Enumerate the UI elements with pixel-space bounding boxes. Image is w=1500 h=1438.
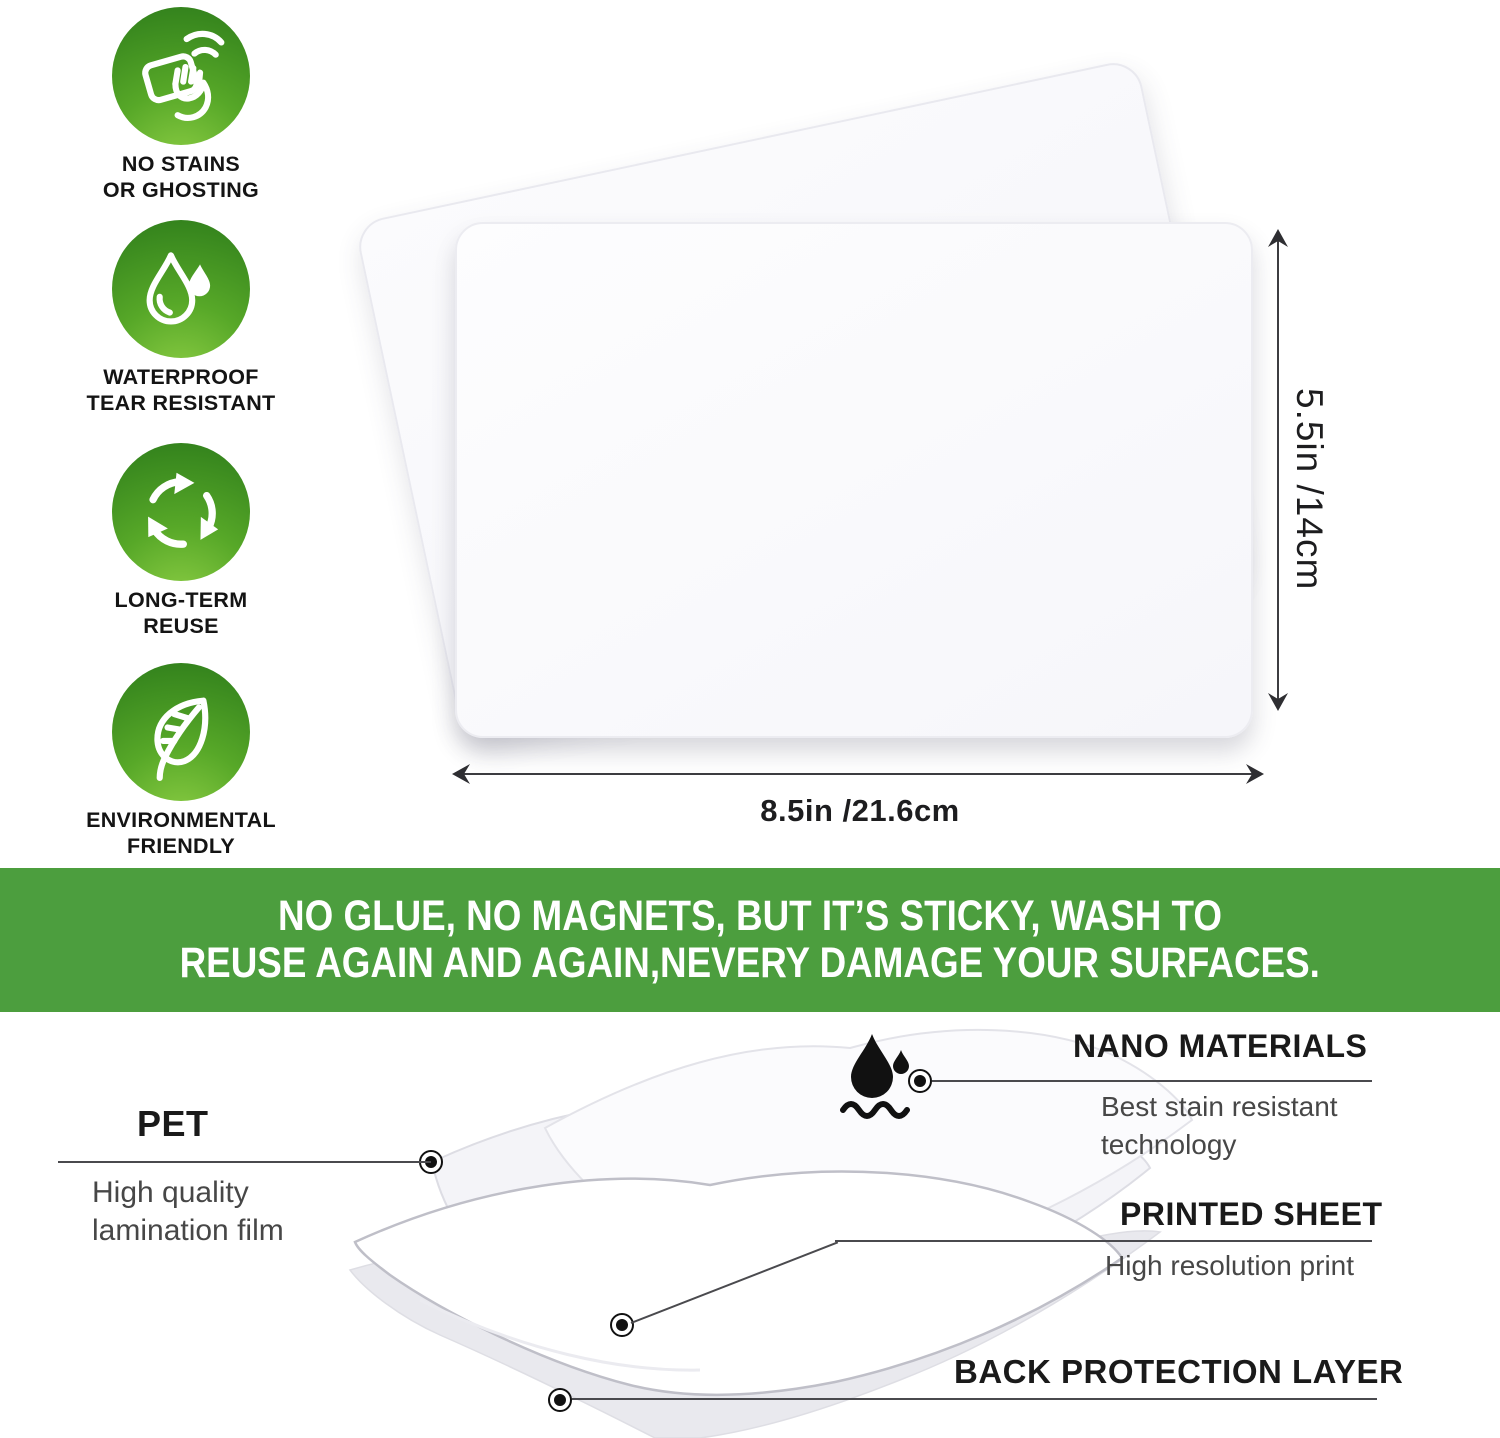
banner-line-2: REUSE AGAIN AND AGAIN,NEVERY DAMAGE YOUR SURFACES. [179,939,1321,987]
connector-dot-back [548,1388,572,1412]
connector-dot-printed [610,1313,634,1337]
feature-environmental [31,663,331,859]
whiteboard-sheet-front [455,222,1253,738]
width-arrow [450,758,1266,790]
feature-label-line: OR GHOSTING [102,178,260,202]
feature-label-line: TEAR RESISTANT [86,391,276,415]
connector-dot-nano [908,1069,932,1093]
leaf-icon [112,663,250,801]
water-drops-icon [112,220,250,358]
nano-materials-description: Best stain resistant technology [1101,1091,1338,1160]
feature-waterproof [31,220,331,416]
leader-line-back [572,1398,1377,1400]
width-dimension-label: 8.5in /21.6cm [760,793,960,828]
printed-sheet-description: High resolution print [1105,1250,1355,1281]
feature-no-stains [31,7,331,203]
feature-label-line: ENVIRONMENTAL [86,808,276,832]
leader-line-printed [835,1240,1372,1242]
feature-label-line: NO STAINS [121,152,241,176]
height-dimension-label: 5.5in /14cm [1289,388,1330,591]
feature-label-line: FRIENDLY [127,834,235,858]
pet-description: High quality lamination film [92,1176,284,1247]
banner-line-1: NO GLUE, NO MAGNETS, BUT IT’S STICKY, WASH TO [278,892,1222,940]
pet-title: PET [137,1103,209,1144]
leader-line-pet [58,1161,431,1163]
feature-label-line: WATERPROOF [103,365,259,389]
marketing-banner [0,868,1500,1012]
feature-label-line: REUSE [143,614,219,638]
recycle-arrows-icon [112,443,250,581]
nano-materials-title: NANO MATERIALS [1073,1028,1368,1064]
printed-sheet-title: PRINTED SHEET [1120,1196,1383,1232]
wipe-hand-icon [112,7,250,145]
back-protection-layer-title: BACK PROTECTION LAYER [954,1353,1404,1390]
leader-line-nano [932,1080,1372,1082]
feature-label-line: LONG-TERM [114,588,248,612]
feature-reuse [31,443,331,639]
